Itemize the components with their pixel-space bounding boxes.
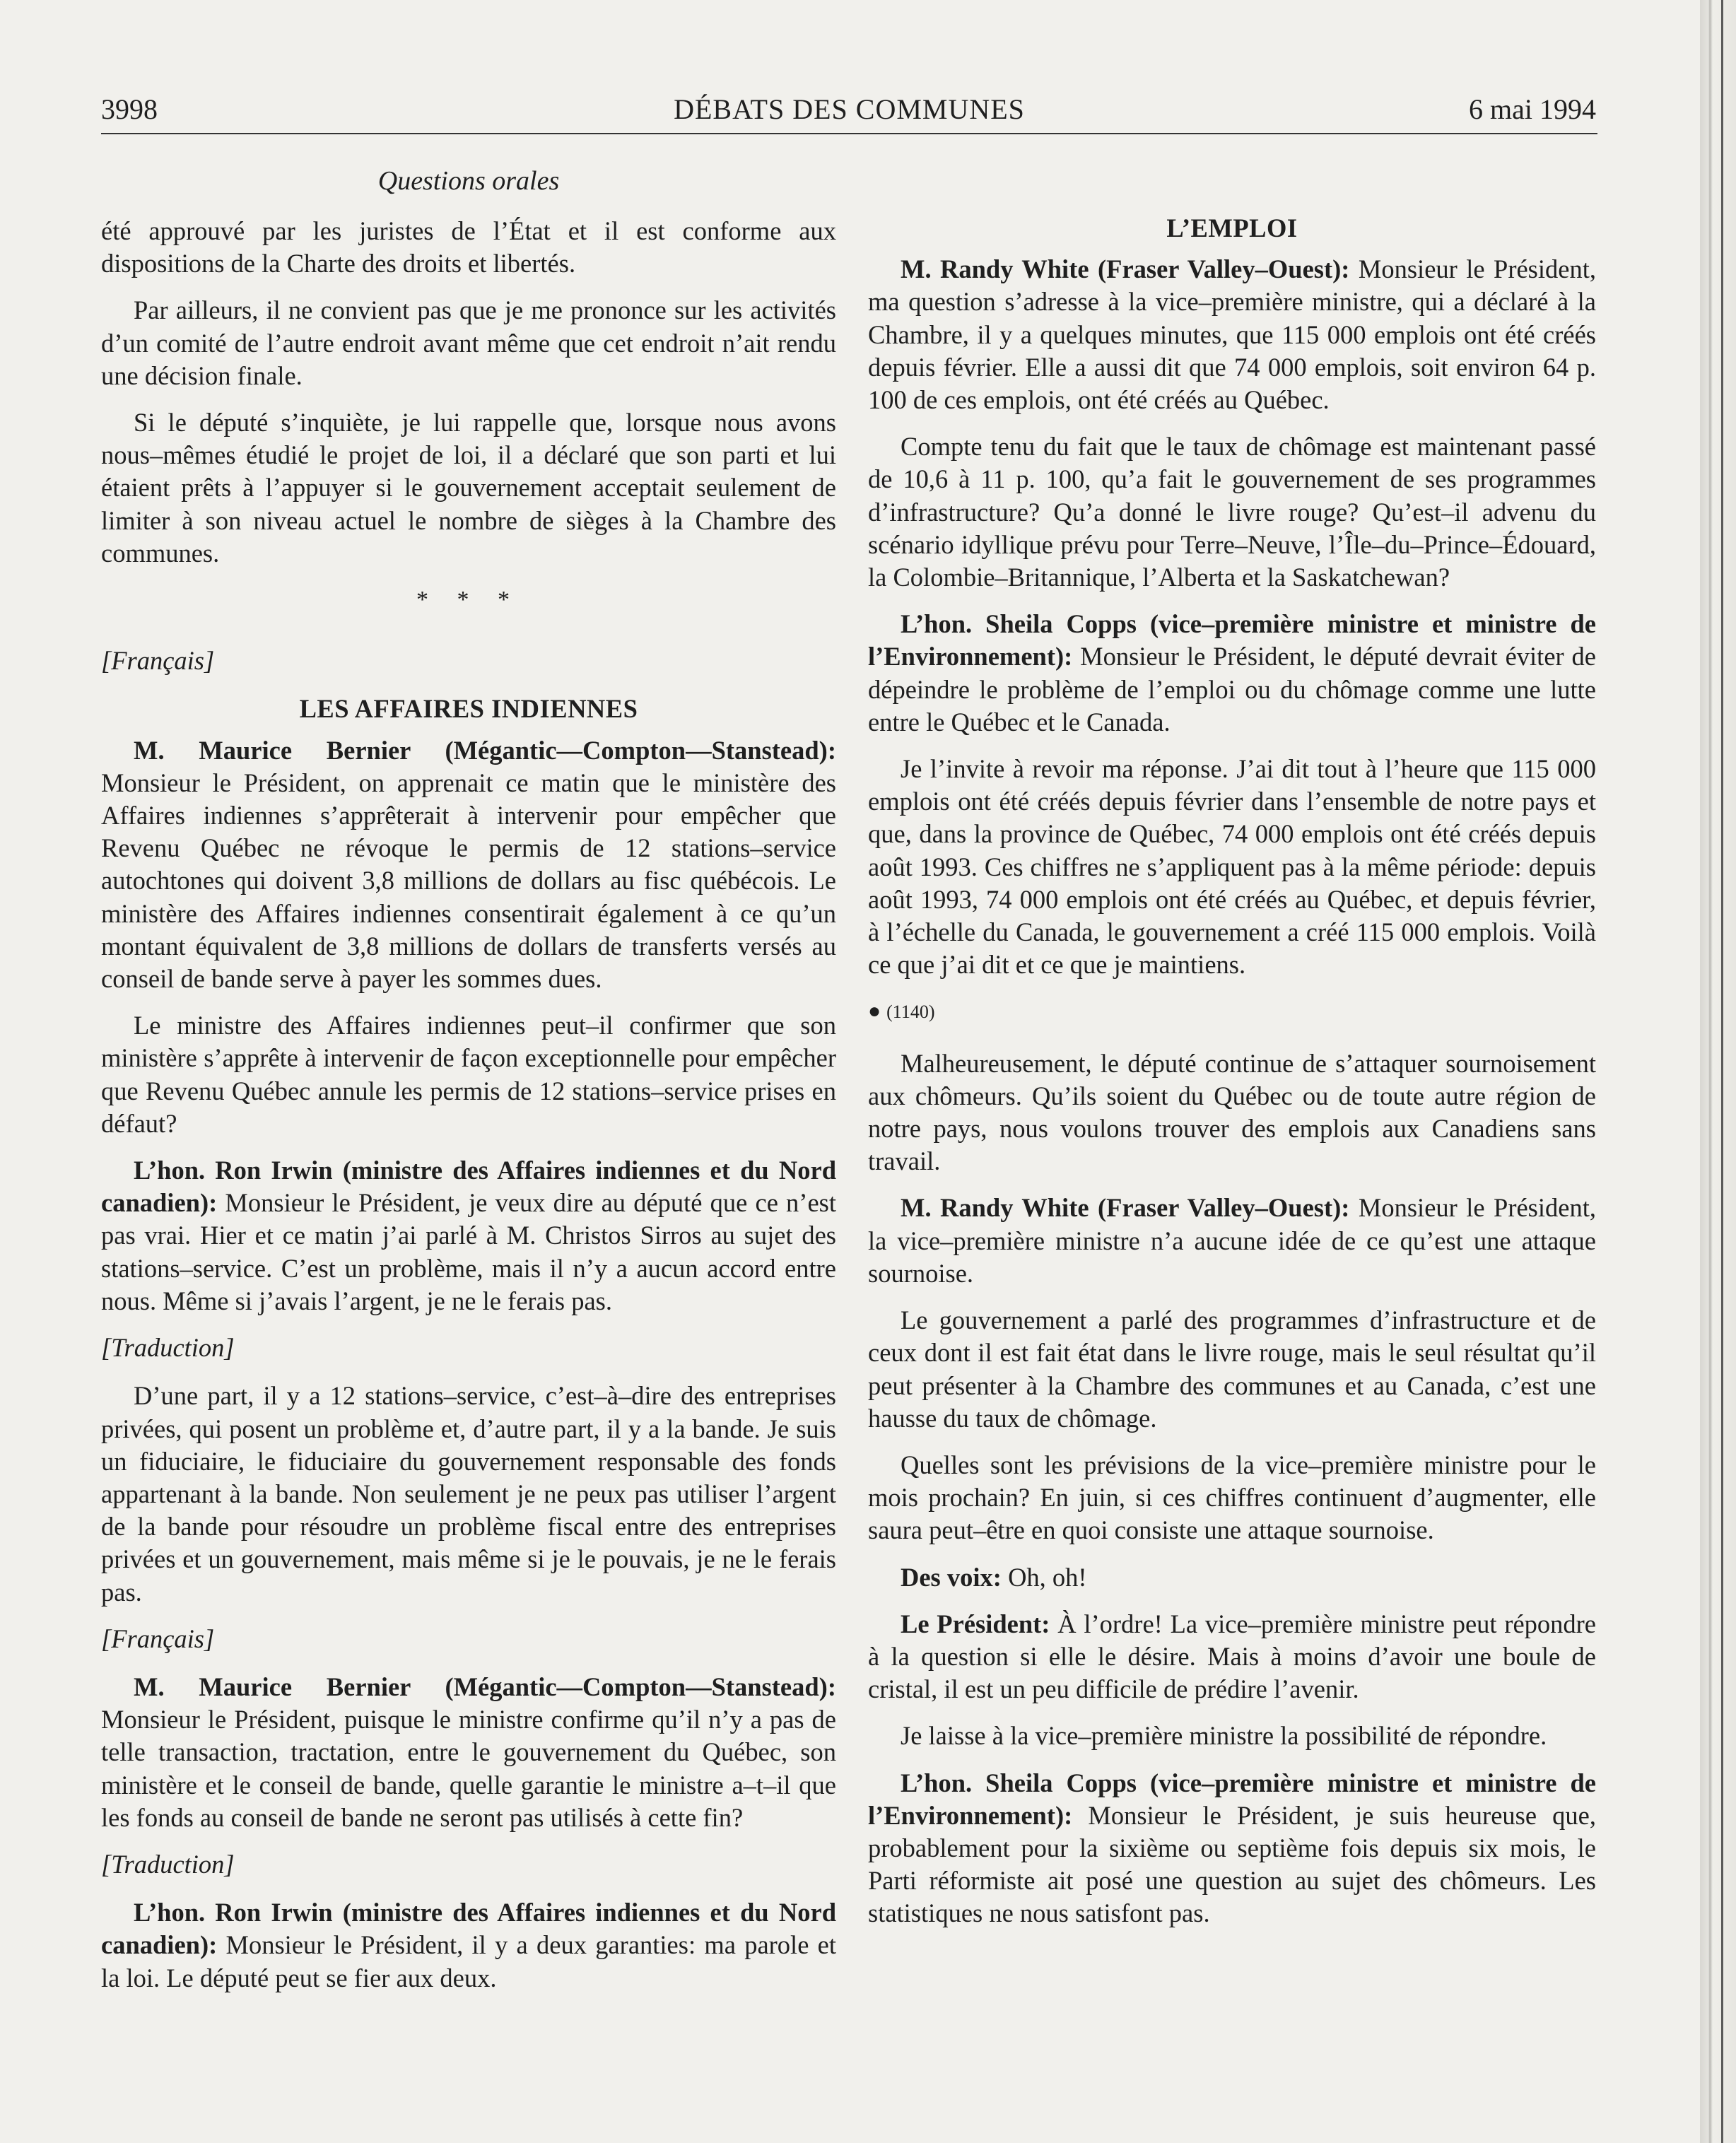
speaker-name: L’hon. Ron Irwin (ministre des Affaires indiennes et du Nord canadien): bbox=[101, 1156, 836, 1218]
paragraph: D’une part, il y a 12 stations–service, c’est–à–dire des entreprises privées, qui posent un problème et, d’autre part, il y a la bande. Je suis un fiduciaire, le fiduciaire du gouvernement responsable des fonds appartenant à la bande. Non seulement je ne peux pas utiliser l’argent de la bande pour résoudre un problème fiscal entre des entreprises privées et un gouvernement, mais même si je le pouvais, je ne le ferais pas. bbox=[101, 1381, 836, 1607]
speech bbox=[868, 608, 1596, 739]
section-heading: LES AFFAIRES INDIENNES bbox=[299, 694, 638, 724]
right-column bbox=[868, 212, 1596, 1944]
page-header bbox=[101, 92, 1597, 134]
speech-text: Monsieur le Président, il y a deux garanties: ma parole et la loi. Le député peut se fier aux deux. bbox=[101, 1930, 836, 1992]
speech-text: Monsieur le Président, je veux dire au député que ce n’est pas vrai. Hier et ce matin j’ai parlé à M. Christos Sirros au sujet des stations–service. C’est un problème, mais il n’y a aucun accord entre nous. Même si j’avais l’argent, je ne le ferais pas. bbox=[101, 1188, 836, 1315]
speaker-name: L’hon. Sheila Copps (vice–première ministre et ministre de l’Environnement): bbox=[868, 1768, 1596, 1830]
paragraph: Le gouvernement a parlé des programmes d’infrastructure et de ceux dont il est fait état dans le livre rouge, mais le seul résultat qu’il peut présenter à la Chambre des communes et au Canada, c’est une hausse du taux de chômage. bbox=[868, 1305, 1596, 1433]
speaker-name: Des voix: bbox=[901, 1562, 1002, 1592]
speech bbox=[101, 1154, 836, 1317]
speech bbox=[101, 1896, 836, 1995]
speech bbox=[101, 1671, 836, 1834]
speaker-name: L’hon. Sheila Copps (vice–première ministre et ministre de l’Environnement): bbox=[868, 609, 1596, 671]
paragraph: Malheureusement, le député continue de s’attaquer sournoisement aux chômeurs. Qu’ils soient du Québec ou de toute autre région de notre pays, nous voulons trouver des emplois aux Canadiens sans travail. bbox=[868, 1048, 1596, 1176]
paragraph: Je l’invite à revoir ma réponse. J’ai dit tout à l’heure que 115 000 emplois ont été créés depuis février dans l’ensemble de notre pays et que, dans la province de Québec, 74 000 emplois ont été créés depuis août 1993. Ces chiffres ne s’appliquent pas à la même période: depuis août 1993, 74 000 emplois ont été créés au Québec, et depuis février, à l’échelle du Canada, le gouvernement a créé 115 000 emplois. Voilà ce que j’ai dit et ce que je maintiens. bbox=[868, 754, 1596, 980]
section-label: Questions orales bbox=[377, 166, 560, 196]
speech bbox=[868, 1192, 1596, 1290]
speaker-name: M. Randy White (Fraser Valley–Ouest): bbox=[901, 1193, 1350, 1223]
publication-date: 6 mai 1994 bbox=[1469, 93, 1596, 125]
speech bbox=[101, 734, 836, 996]
paragraph: Le ministre des Affaires indiennes peut–il confirmer que son ministère s’apprête à intervenir de façon exceptionnelle pour empêcher que Revenu Québec annule les permis de 12 stations–service prises en défaut? bbox=[101, 1011, 836, 1138]
speech-text: Monsieur le Président, la vice–première ministre n’a aucune idée de ce qu’est une attaque sournoise. bbox=[868, 1193, 1596, 1288]
time-marker bbox=[868, 995, 1596, 1028]
speaker-name: M. Maurice Bernier (Mégantic—Compton—Stanstead): bbox=[134, 1672, 836, 1701]
speech bbox=[868, 253, 1596, 416]
speaker-name: L’hon. Ron Irwin (ministre des Affaires indiennes et du Nord canadien): bbox=[101, 1898, 836, 1960]
speaker-name: M. Randy White (Fraser Valley–Ouest): bbox=[901, 254, 1350, 284]
speech-text: Monsieur le Président, le député devrait éviter de dépeindre le problème de l’emploi ou du chômage comme une lutte entre le Québec et le Canada. bbox=[868, 642, 1596, 736]
speech-text: Monsieur le Président, on apprenait ce matin que le ministère des Affaires indiennes s’apprêterait à intervenir pour empêcher que Revenu Québec ne révoque le permis de 12 stations–service autochtones qui doivent 3,8 millions de dollars au fisc québécois. Le ministère des Affaires indiennes consentirait également à ce qu’un montant équivalent de 3,8 millions de dollars de transferts versés au conseil de bande serve à payer les sommes dues. bbox=[101, 768, 836, 994]
speech bbox=[868, 1561, 1596, 1594]
left-column bbox=[101, 215, 836, 2009]
speech-text: Oh, oh! bbox=[1008, 1562, 1087, 1592]
page-number: 3998 bbox=[101, 93, 158, 125]
language-tag: [Français] bbox=[101, 1624, 215, 1653]
speech-text: À l’ordre! La vice–première ministre peut répondre à la question si elle le désire. Mais à moins d’avoir une boule de cristal, il est un peu difficile de prédire l’avenir. bbox=[868, 1609, 1597, 1704]
speaker-name: M. Maurice Bernier (Mégantic—Compton—Stanstead): bbox=[134, 735, 836, 765]
speaker-name: Le Président: bbox=[901, 1609, 1050, 1638]
language-tag: [Traduction] bbox=[101, 1333, 235, 1363]
time-marker-text: (1140) bbox=[886, 1002, 935, 1023]
paragraph: Compte tenu du fait que le taux de chômage est maintenant passé de 10,6 à 11 p. 100, qu’a fait le gouvernement de ses programmes d’infrastructure? Qu’a donné le livre rouge? Qu’est–il advenu du scénario idyllique prévu pour Terre–Neuve, l’Île–du–Prince–Édouard, la Colombie–Britannique, l’Alberta et la Saskatchewan? bbox=[868, 432, 1596, 592]
page-edge-shadow bbox=[1700, 0, 1736, 2143]
paragraph: Je laisse à la vice–première ministre la possibilité de répondre. bbox=[901, 1721, 1547, 1751]
section-separator: * * * bbox=[416, 587, 521, 613]
bullet-icon: ● bbox=[868, 999, 881, 1023]
paragraph: Quelles sont les prévisions de la vice–première ministre pour le mois prochain? En juin, si ces chiffres continuent d’augmenter, elle saura peut–être en quoi consiste une attaque sournoise. bbox=[868, 1450, 1596, 1545]
language-tag: [Traduction] bbox=[101, 1849, 235, 1879]
paragraph: Si le député s’inquiète, je lui rappelle que, lorsque nous avons nous–mêmes étudié le projet de loi, il a déclaré que son parti et lui étaient prêts à l’appuyer si le gouvernement acceptait seulement de limiter à son niveau actuel le nombre de sièges à la Chambre des communes. bbox=[101, 408, 836, 568]
speech bbox=[868, 1767, 1596, 1930]
speech bbox=[868, 1608, 1596, 1706]
paragraph: été approuvé par les juristes de l’État et il est conforme aux dispositions de la Charte des droits et libertés. bbox=[101, 216, 836, 278]
language-tag: [Français] bbox=[101, 646, 215, 676]
publication-title: DÉBATS DES COMMUNES bbox=[674, 93, 1025, 125]
paragraph: Par ailleurs, il ne convient pas que je me prononce sur les activités d’un comité de l’autre endroit avant même que cet endroit n’ait rendu une décision finale. bbox=[101, 295, 836, 390]
speech-text: Monsieur le Président, je suis heureuse que, probablement pour la sixième ou septième fois depuis six mois, le Parti réformiste ait posé une question au sujet des chômeurs. Les statistiques ne nous satisfont pas. bbox=[868, 1800, 1597, 1928]
speech-text: Monsieur le Président, ma question s’adresse à la vice–première ministre, qui a déclaré à la Chambre, il y a quelques minutes, que 115 000 emplois ont été créés depuis février. Elle a aussi dit que 74 000 emplois, soit environ 64 p. 100 de ces emplois, ont été créés au Québec. bbox=[868, 254, 1596, 415]
section-heading: L’EMPLOI bbox=[1166, 213, 1298, 242]
speech-text: Monsieur le Président, puisque le ministre confirme qu’il n’y a pas de telle transaction, tractation, entre le gouvernement du Québec, son ministère et le conseil de bande, quelle garantie le ministre a–t–il que les fonds au conseil de bande ne seront pas utilisés à cette fin? bbox=[101, 1705, 836, 1832]
